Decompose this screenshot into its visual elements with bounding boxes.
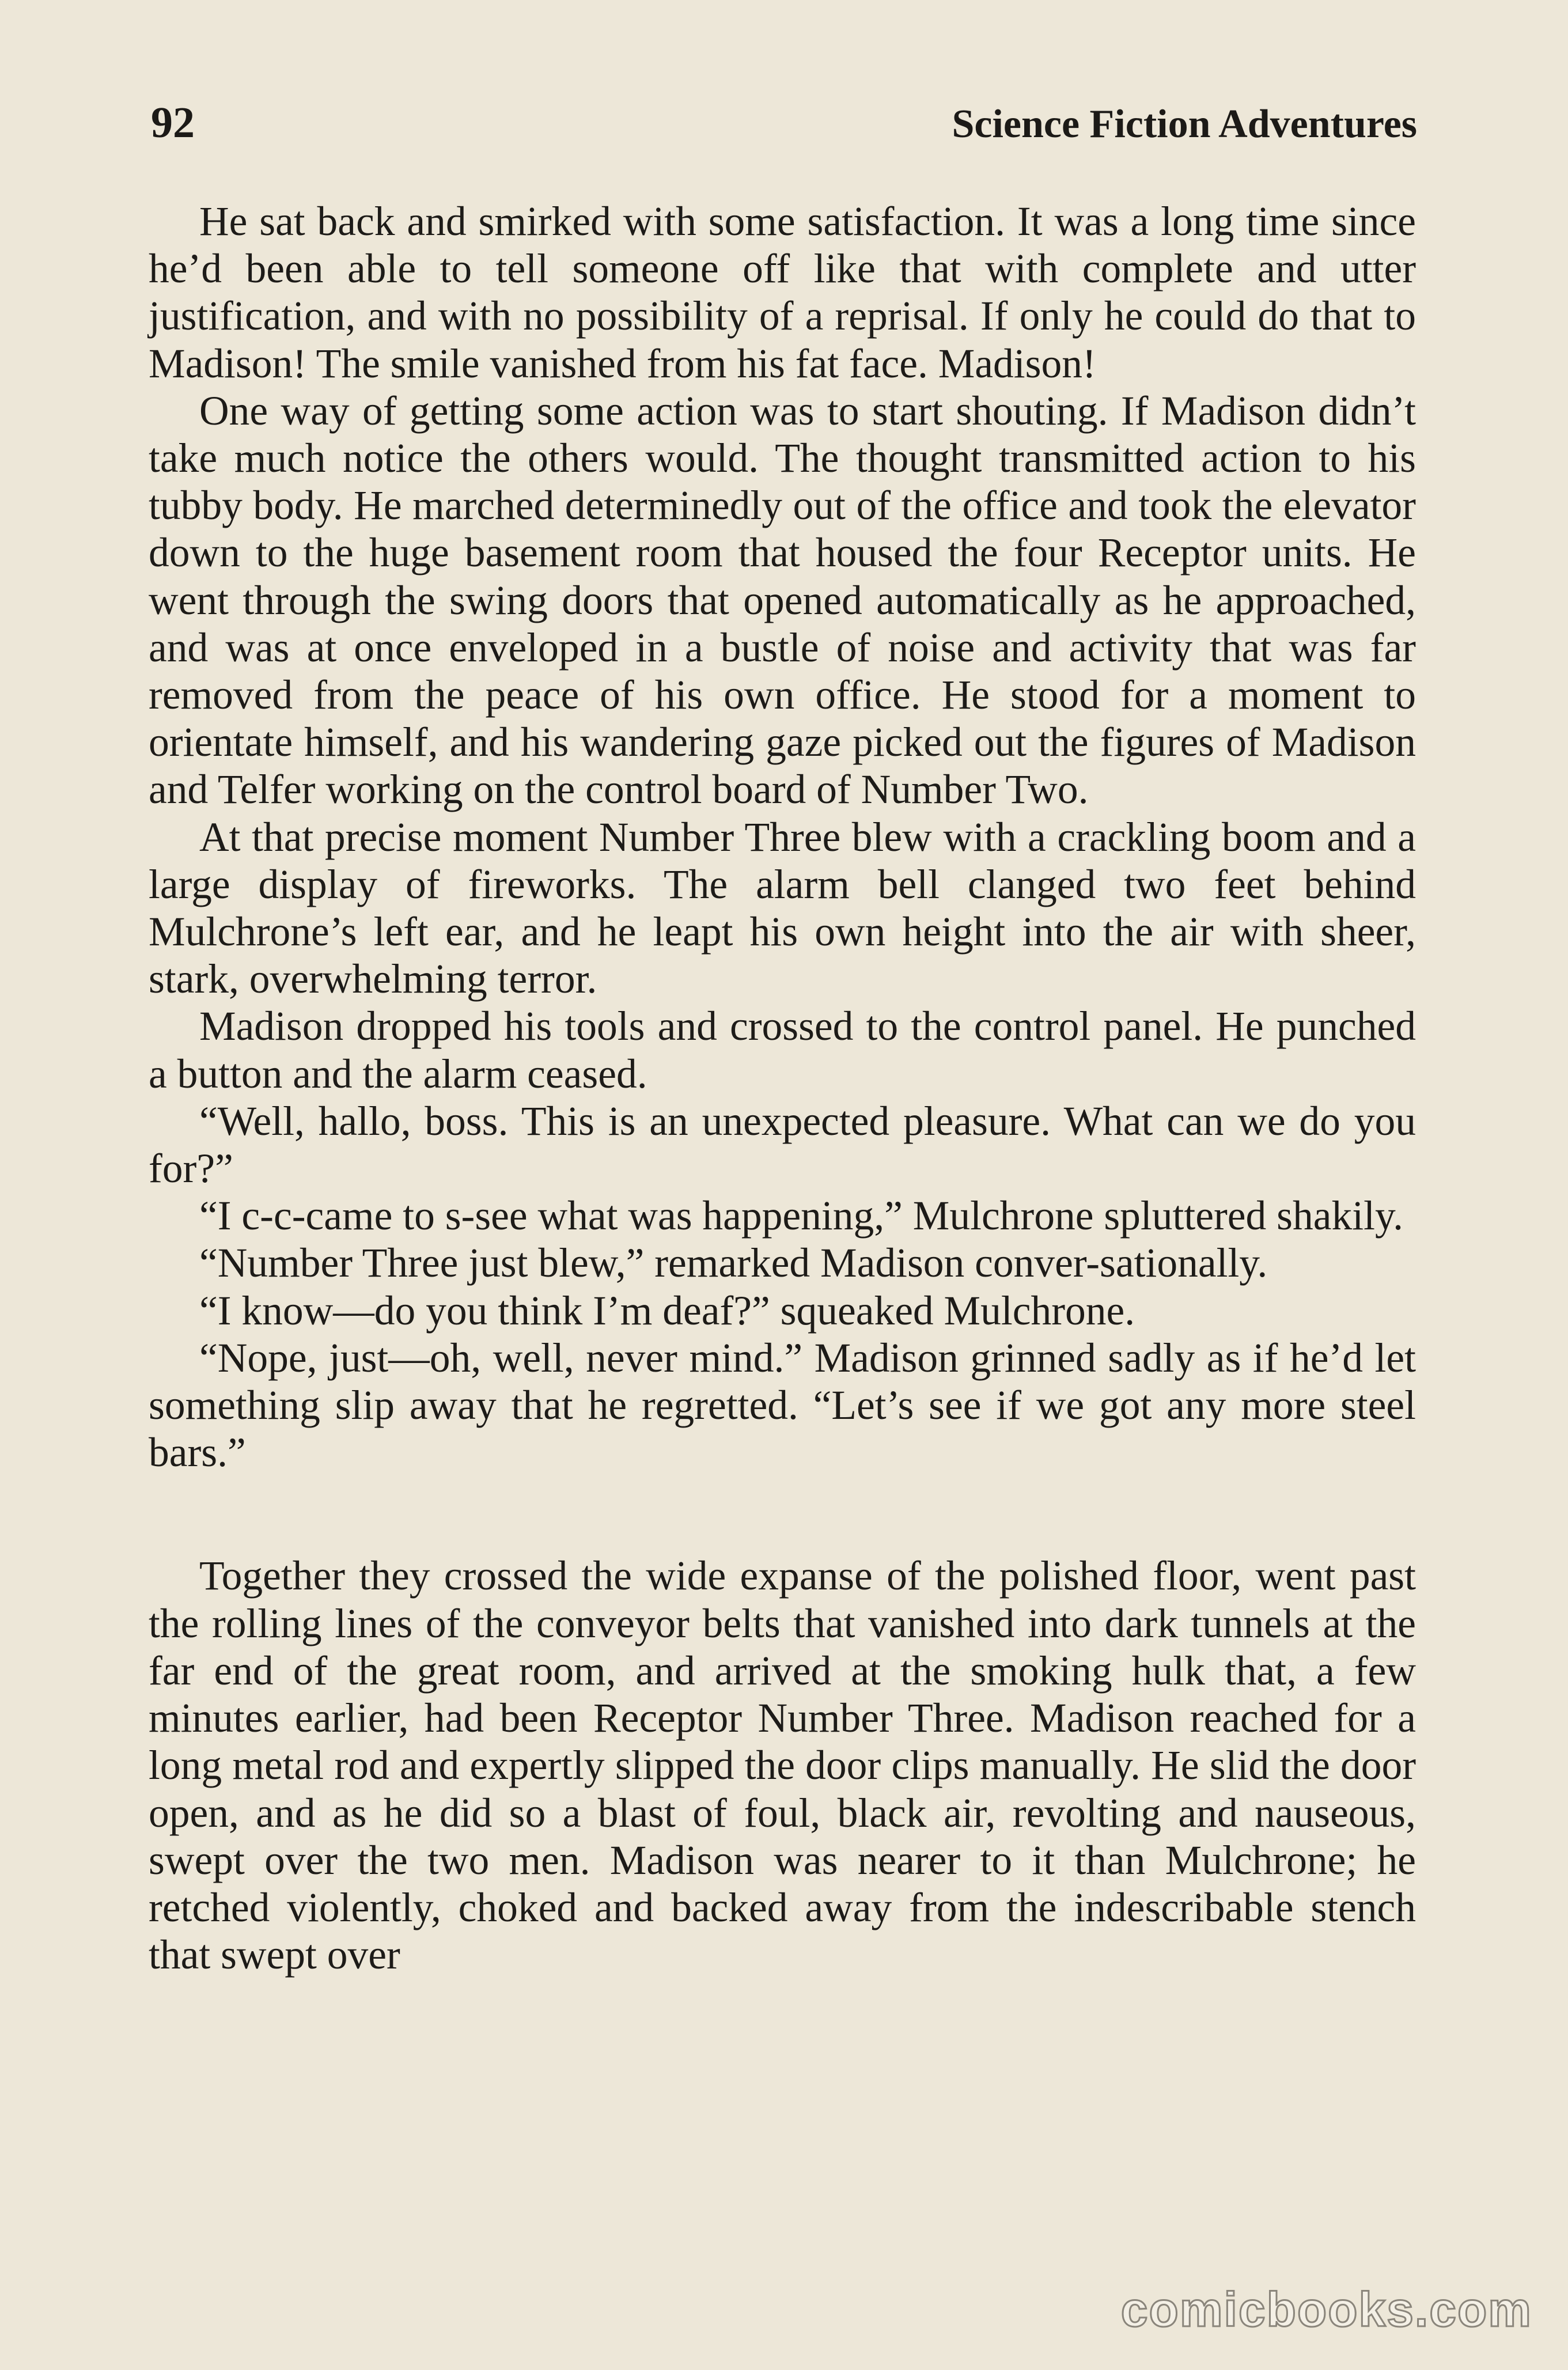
paragraph: One way of getting some action was to start shouting. If Madison didn’t take much notice the others would. The thought transmitted action to his tubby body. He marched determinedly out of the office and took the elevator down to the huge basement room that housed the four Receptor units. He went through the swing doors that opened automatically as he approached, and was at once enveloped in a bustle of noise and activity that was far removed from the peace of his own office. He stood for a moment to orientate himself, and his wandering gaze picked out the figures of Madison and Telfer working on the control board of Number Two. <box>149 388 1416 813</box>
paragraph: “I know—do you think I’m deaf?” squeaked Mulchrone. <box>199 1288 1135 1334</box>
paragraph: At that precise moment Number Three blew with a crackling boom and a large display of fireworks. The alarm bell clanged two feet behind Mulchrone’s left ear, and he leapt his own height into the air with sheer, stark, overwhelming terror. <box>149 814 1416 1002</box>
paragraph: Together they crossed the wide expanse of the polished floor, went past the rolling lines of the conveyor belts that vanished into dark tunnels at the far end of the great room, and arrived at the smoking hulk that, a few minutes earlier, had been Receptor Number Three. Madison reached for a long metal rod and expertly slipped the door clips manually. He slid the door open, and as he did so a blast of foul, black air, revolting and nauseous, swept over the two men. Madison was nearer to it than Mulchrone; he retched violently, choked and backed away from the indescribable stench that swept over <box>149 1553 1416 1978</box>
paragraph: Madison dropped his tools and crossed to the control panel. He punched a button and the alarm ceased. <box>149 1004 1416 1097</box>
section-break <box>149 1476 1416 1553</box>
paragraph: “Nope, just—oh, well, never mind.” Madison grinned sadly as if he’d let something slip away that he regretted. “Let’s see if we got any more steel bars.” <box>149 1335 1416 1476</box>
page-number: 92 <box>151 99 195 147</box>
paragraph: “I c-c-came to s-see what was happening,” Mulchrone spluttered shakily. <box>199 1193 1403 1239</box>
running-title: Science Fiction Adventures <box>952 102 1417 146</box>
watermark-logo: comicbooks.com <box>1120 2282 1532 2337</box>
paragraph: “Well, hallo, boss. This is an unexpected pleasure. What can we do you for?” <box>149 1098 1416 1192</box>
page-header <box>151 98 1417 161</box>
body-text <box>149 198 1416 1979</box>
paragraph: He sat back and smirked with some satisfaction. It was a long time since he’d been able to tell someone off like that with complete and utter justification, and with no possibility of a reprisal. If only he could do that to Madison! The smile vanished from his fat face. Madison! <box>149 199 1416 387</box>
paragraph: “Number Three just blew,” remarked Madison conver-sationally. <box>199 1240 1268 1286</box>
